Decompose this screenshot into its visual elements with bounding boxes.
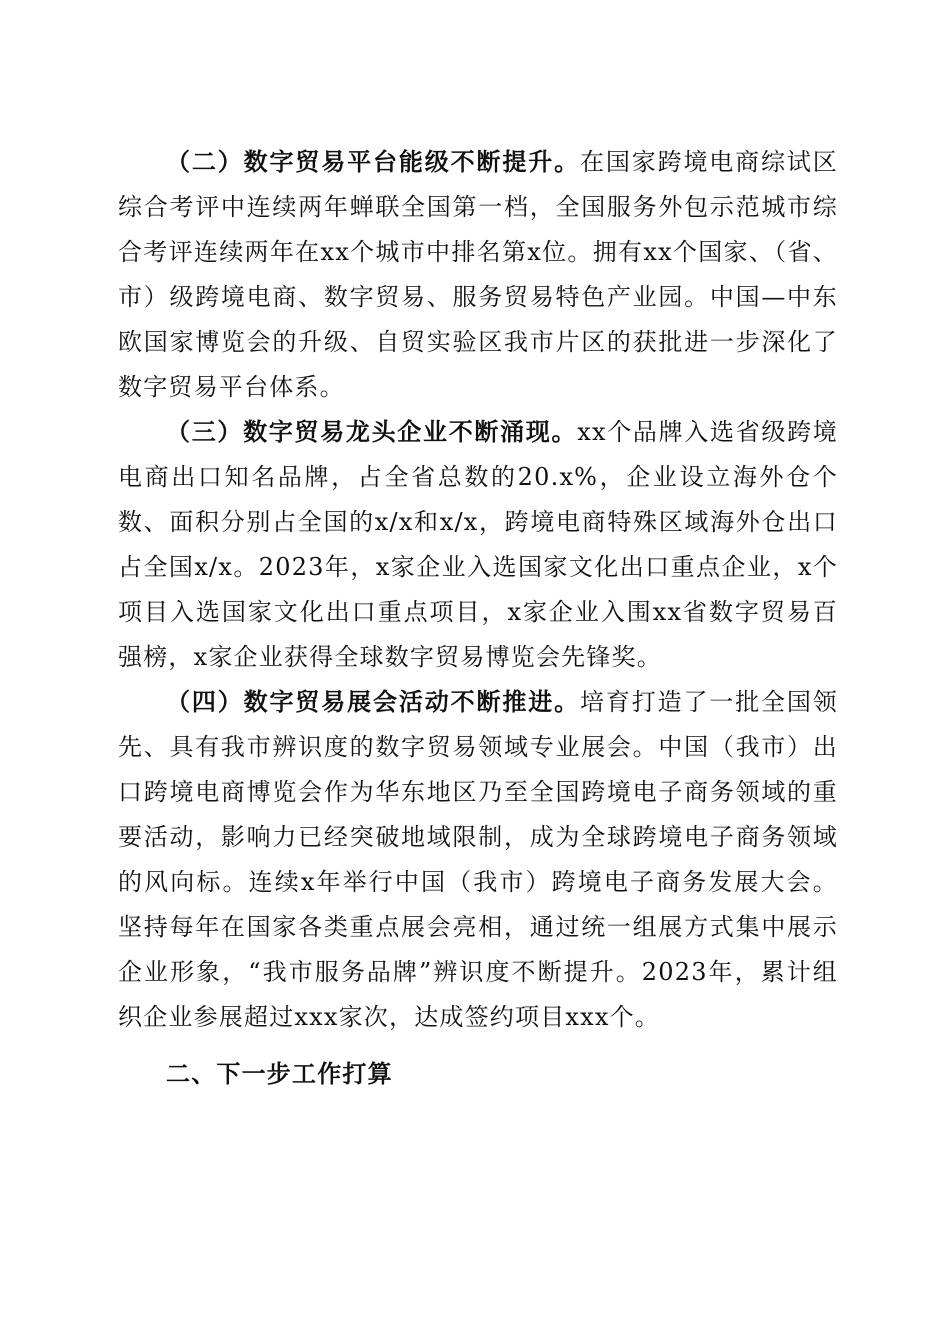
paragraph-exhibitions	[118, 680, 838, 1040]
document-body	[118, 140, 838, 1097]
paragraph-platform-level	[118, 140, 838, 410]
paragraph-text: 在国家跨境电商综试区综合考评中连续两年蝉联全国第一档，全国服务外包示范城市综合考评连续两年在xx个城市中排名第x位。拥有xx个国家、（省、市）级跨境电商、数字贸易、服务贸易特色产业园。中国—中东欧国家博览会的升级、自贸实验区我市片区的获批进一步深化了数字贸易平台体系。	[118, 148, 838, 401]
paragraph-lead-heading: （三）数字贸易龙头企业不断涌现。	[166, 418, 578, 446]
paragraph-text: xx个品牌入选省级跨境电商出口知名品牌，占全省总数的20.x%，企业设立海外仓个数、面积分别占全国的x/x和x/x，跨境电商特殊区域海外仓出口占全国x/x。2023年，x家企业入选国家文化出口重点企业，x个项目入选国家文化出口重点项目，x家企业入围xx省数字贸易百强榜，x家企业获得全球数字贸易博览会先锋奖。	[118, 418, 838, 671]
paragraph-text: 培育打造了一批全国领先、具有我市辨识度的数字贸易领域专业展会。中国（我市）出口跨境电商博览会作为华东地区乃至全国跨境电子商务领域的重要活动，影响力已经突破地域限制，成为全球跨境电子商务领域的风向标。连续x年举行中国（我市）跨境电子商务发展大会。坚持每年在国家各类重点展会亮相，通过统一组展方式集中展示企业形象，“我市服务品牌”辨识度不断提升。2023年，累计组织企业参展超过xxx家次，达成签约项目xxx个。	[118, 688, 838, 1031]
paragraph-lead-heading: （四）数字贸易展会活动不断推进。	[166, 688, 580, 716]
section-heading: 二、下一步工作打算	[166, 1060, 393, 1088]
paragraph-leading-enterprises	[118, 410, 838, 680]
paragraph-lead-heading: （二）数字贸易平台能级不断提升。	[166, 148, 580, 176]
